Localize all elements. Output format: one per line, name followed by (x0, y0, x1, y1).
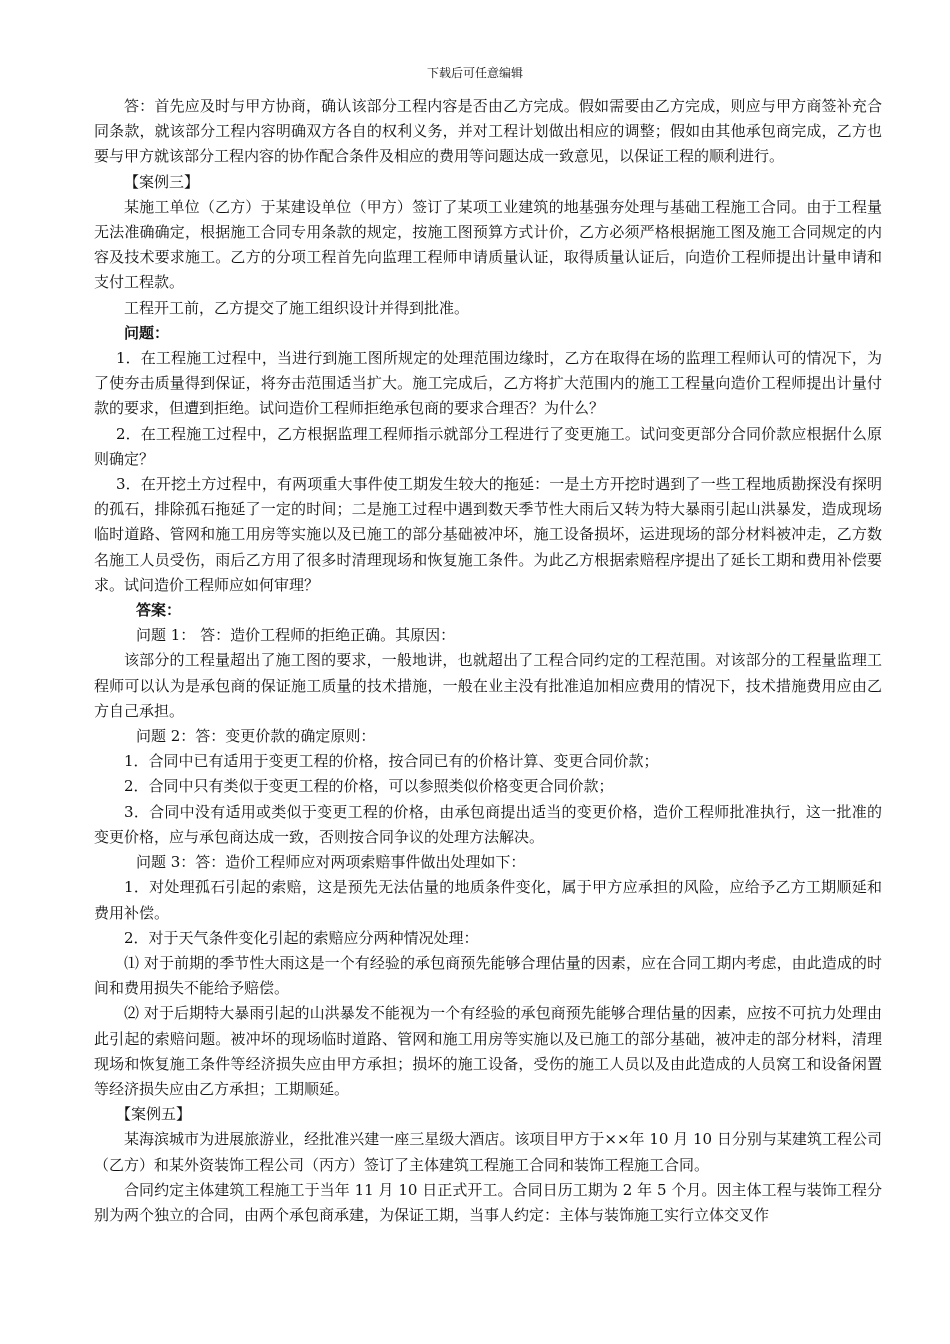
question-3: 3．在开挖土方过程中，有两项重大事件使工期发生较大的拖延：一是土方开挖时遇到了一些工程地质勘探没有探明的孤石，排除孤石拖延了一定的时间；二是施工过程中遇到数天季节性大雨后又转为特大暴雨引起山洪暴发，造成现场临时道路、管网和施工用房等实施以及已施工的部分基础被冲坏，施工设备损坏，运进现场的部分材料被冲走，乙方数名施工人员受伤，雨后乙方用了很多时清理现场和恢复施工条件。为此乙方根据索赔程序提出了延长工期和费用补偿要求。试问造价工程师应如何审理？ (94, 475, 882, 594)
answer-3-subitem-1: ⑴ 对于前期的季节性大雨这是一个有经验的承包商预先能够合理估量的因素，应在合同工期内考虑，由此造成的时间和费用损失不能给予赔偿。 (94, 953, 882, 998)
questions-heading: 问题： (124, 323, 170, 342)
answer-1-body: 该部分的工程量超出了施工图的要求，一般地讲，也就超出了工程合同约定的工程范围。对该部分的工程量监理工程师可以认为是承包商的保证施工质量的技术措施，一般在业主没有批准追加相应费用的情况下，技术措施费用应由乙方自己承担。 (94, 651, 882, 720)
answer-3-item-2: 2．对于天气条件变化引起的索赔应分两种情况处理： (124, 928, 479, 947)
answer-2-item-3: 3．合同中没有适用或类似于变更工程的价格，由承包商提出适当的变更价格，造价工程师批准执行，这一批准的变更价格，应与承包商达成一致，否则按合同争议的处理方法解决。 (94, 802, 882, 846)
answer-2-item-1: 1．合同中已有适用于变更工程的价格，按合同已有的价格计算、变更合同价款； (124, 752, 659, 771)
case-five-contract-terms: 合同约定主体建筑工程施工于当年 11 月 10 日正式开工。合同日历工期为 2 年 5 个月。因主体工程与装饰工程分别为两个独立的合同，由两个承包商承建，为保证工期，当事人约定：主体与装饰施工实行立体交叉作 (94, 1180, 882, 1224)
answer-1-heading: 问题 1： 答：造价工程师的拒绝正确。其原因： (136, 626, 456, 645)
answer-3-item-1: 1．对处理孤石引起的索赔，这是预先无法估量的地质条件变化，属于甲方应承担的风险，应给予乙方工期顺延和费用补偿。 (94, 878, 882, 922)
answers-heading: 答案： (136, 601, 182, 620)
answer-2-heading: 问题 2：答：变更价款的确定原则： (136, 727, 376, 746)
answer-2-item-2: 2．合同中只有类似于变更工程的价格，可以参照类似价格变更合同价款； (124, 777, 614, 796)
answer-3-heading: 问题 3：答：造价工程师应对两项索赔事件做出处理如下： (136, 853, 526, 872)
case-three-heading: 【案例三】 (124, 172, 200, 191)
document-body (94, 94, 882, 1228)
question-1: 1．在工程施工过程中，当进行到施工图所规定的处理范围边缘时，乙方在取得在场的监理工程师认可的情况下，为了使夯击质量得到保证，将夯击范围适当扩大。施工完成后，乙方将扩大范围内的施工工程量向造价工程师提出计量付款的要求，但遭到拒绝。试问造价工程师拒绝承包商的要求合理否？为什么？ (94, 349, 882, 418)
case-five-description: 某海滨城市为进展旅游业，经批准兴建一座三星级大酒店。该项目甲方于××年 10 月 10 日分别与某建筑工程公司（乙方）和某外资装饰工程公司（丙方）签订了主体建筑工程施工合同和装饰工程施工合同。 (94, 1130, 882, 1174)
page-header-note: 下载后可任意编辑 (426, 66, 523, 80)
answer-paragraph: 答：首先应及时与甲方协商，确认该部分工程内容是否由乙方完成。假如需要由乙方完成，则应与甲方商签补充合同条款，就该部分工程内容明确双方各自的权利义务，并对工程计划做出相应的调整；假如由其他承包商完成，乙方也要与甲方就该部分工程内容的协作配合条件及相应的费用等问题达成一致意见，以保证工程的顺利进行。 (94, 97, 882, 166)
question-2: 2．在工程施工过程中，乙方根据监理工程师指示就部分工程进行了变更施工。试问变更部分合同价款应根据什么原则确定？ (94, 424, 882, 468)
answer-3-subitem-2: ⑵ 对于后期特大暴雨引起的山洪暴发不能视为一个有经验的承包商预先能够合理估量的因素，应按不可抗力处理由此引起的索赔问题。被冲坏的现场临时道路、管网和施工用房等实施以及已施工的部分基础，被冲走的部分材料，清理现场和恢复施工条件等经济损失应由甲方承担；损坏的施工设备，受伤的施工人员以及由此造成的人员窝工和设备闲置等经济损失应由乙方承担；工期顺延。 (94, 1004, 882, 1098)
case-five-heading: 【案例五】 (116, 1105, 192, 1124)
case-three-approval-note: 工程开工前，乙方提交了施工组织设计并得到批准。 (124, 298, 470, 317)
case-three-description: 某施工单位（乙方）于某建设单位（甲方）签订了某项工业建筑的地基强夯处理与基础工程施工合同。由于工程量无法准确确定，根据施工合同专用条款的规定，按施工图预算方式计价，乙方必须严格根据施工图及施工合同规定的内容及技术要求施工。乙方的分项工程首先向监理工程师申请质量认证，取得质量认证后，向造价工程师提出计量申请和支付工程款。 (94, 197, 882, 292)
